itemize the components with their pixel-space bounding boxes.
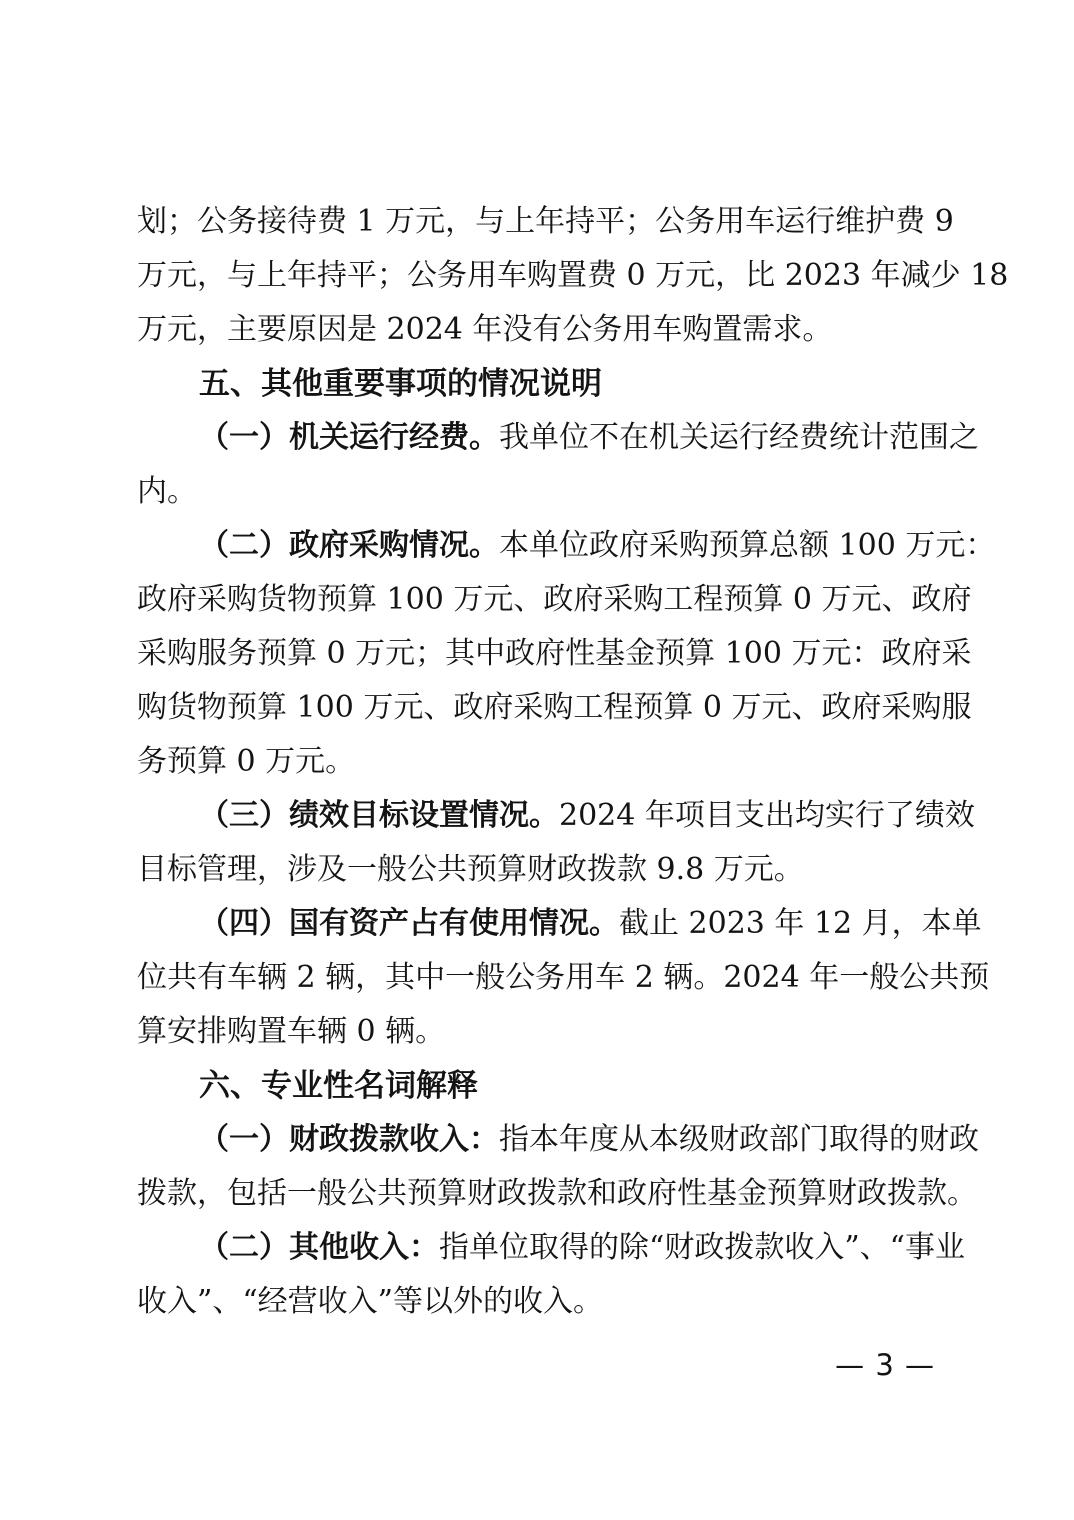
item-lead: （四）国有资产占有使用情况。 (199, 906, 619, 941)
paragraph-line (137, 789, 975, 843)
paragraph-line: 划；公务接待费 1 万元，与上年持平；公务用车运行维护费 9 (137, 204, 954, 239)
paragraph-line: 购货物预算 100 万元、政府采购工程预算 0 万元、政府采购服 (137, 690, 972, 725)
page-number: — 3 — (835, 1348, 935, 1382)
item-lead: （一）财政拨款收入： (199, 1122, 499, 1157)
item-text: 指单位取得的除“财政拨款收入”、“事业 (439, 1230, 966, 1265)
item-text: 截止 2023 年 12 月，本单 (619, 906, 982, 941)
item-lead: （二）政府采购情况。 (199, 528, 499, 563)
paragraph-line: 位共有车辆 2 辆，其中一般公务用车 2 辆。2024 年一般公共预 (137, 960, 990, 995)
paragraph-line: 万元，主要原因是 2024 年没有公务用车购置需求。 (137, 312, 833, 347)
paragraph-line: 采购服务预算 0 万元；其中政府性基金预算 100 万元：政府采 (137, 636, 972, 671)
paragraph-line: 目标管理，涉及一般公共预算财政拨款 9.8 万元。 (137, 852, 804, 887)
item-text: 指本年度从本级财政部门取得的财政 (499, 1122, 979, 1157)
paragraph-line: 收入”、“经营收入”等以外的收入。 (137, 1284, 604, 1319)
section-heading-5: 五、其他重要事项的情况说明 (199, 366, 602, 402)
section-heading-6: 六、专业性名词解释 (199, 1068, 478, 1104)
paragraph-line: 万元，与上年持平；公务用车购置费 0 万元，比 2023 年减少 18 (137, 258, 1009, 293)
item-lead: （一）机关运行经费。 (199, 420, 499, 455)
paragraph-line: 政府采购货物预算 100 万元、政府采购工程预算 0 万元、政府 (137, 582, 972, 617)
paragraph-line (137, 897, 982, 951)
item-lead: （三）绩效目标设置情况。 (199, 798, 559, 833)
paragraph-line (137, 1221, 966, 1275)
document-body (137, 195, 1009, 1329)
item-text: 2024 年项目支出均实行了绩效 (559, 798, 975, 833)
paragraph-line: 拨款，包括一般公共预算财政拨款和政府性基金预算财政拨款。 (137, 1176, 977, 1211)
paragraph-line: 务预算 0 万元。 (137, 744, 356, 779)
item-text: 本单位政府采购预算总额 100 万元： (499, 528, 996, 563)
paragraph-line (137, 1113, 979, 1167)
paragraph-line (137, 519, 996, 573)
item-lead: （二）其他收入： (199, 1230, 439, 1265)
paragraph-line (137, 411, 979, 465)
paragraph-line: 算安排购置车辆 0 辆。 (137, 1014, 446, 1049)
paragraph-line: 内。 (137, 474, 197, 509)
item-text: 我单位不在机关运行经费统计范围之 (499, 420, 979, 455)
